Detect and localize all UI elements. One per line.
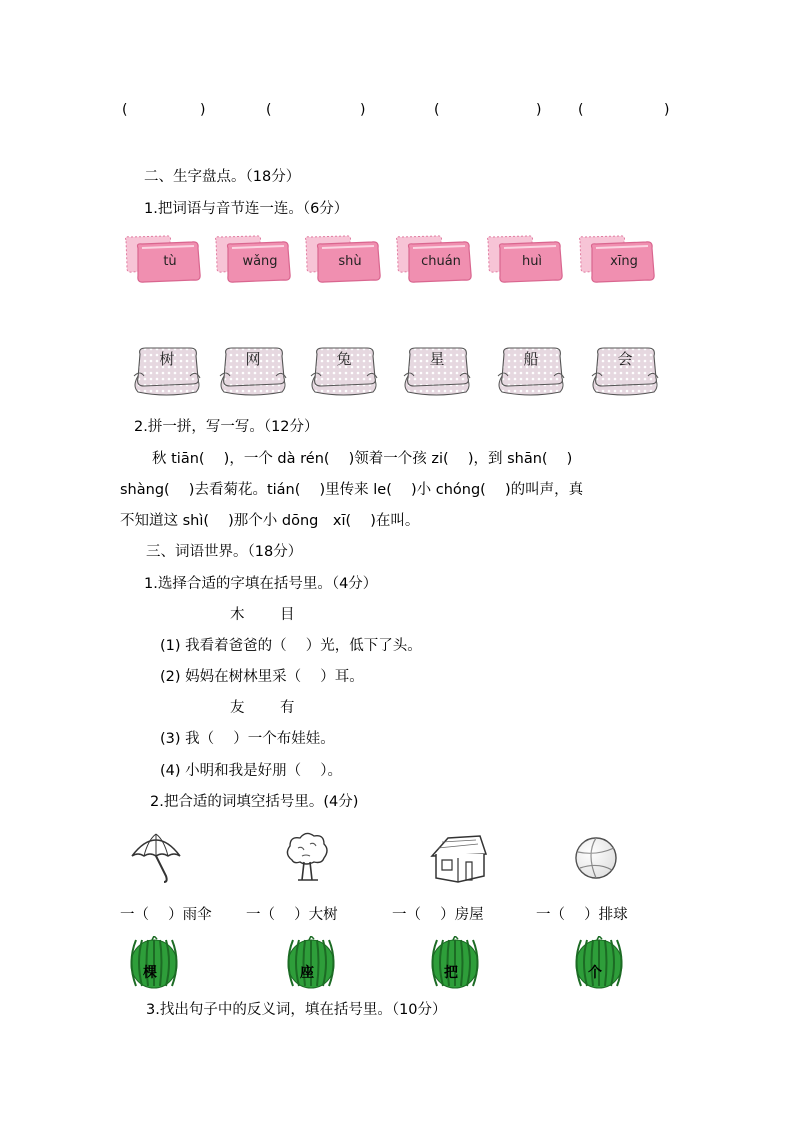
paren-close: ) [536,102,542,118]
cushion-character: 船 [523,350,539,368]
cushion-character: 兔 [336,350,352,368]
paren-open: ( [578,102,584,118]
watermelon-card [287,936,339,988]
cushion-character: 网 [245,350,261,368]
pinyin-label: tù [163,254,177,269]
section3-q1: 1.选择合适的字填在括号里。（4分） [144,576,378,592]
fill-house: 一（ ）房屋 [392,907,484,923]
pinyin-pillow [576,234,648,286]
character-cushion [588,346,662,394]
paren-open: ( [266,102,272,118]
q2-line-3: 不知道这 shì( )那个小 dōng xī( )在叫。 [120,513,420,529]
character-cushion [130,346,204,394]
char-choice-2: 目 [280,607,295,623]
sentence-3: (3) 我（ ）一个布娃娃。 [160,731,335,747]
top-paren-row [120,102,680,122]
char-choice-4: 有 [280,700,295,716]
pinyin-label: huì [521,254,543,269]
sentence-2: (2) 妈妈在树林里采（ ）耳。 [160,669,364,685]
q2-line-1: 秋 tiān( )，一个 dà rén( )领着一个孩 zi( )，到 shān( ) [152,451,573,467]
paren-open: ( [434,102,440,118]
pinyin-label: xīng [610,254,638,269]
fill-tree: 一（ ）大树 [246,907,338,923]
watermelon-character: 棵 [143,965,157,981]
cushion-character: 星 [429,350,445,368]
pinyin-pillow [122,234,194,286]
watermelon-card [431,936,483,988]
character-cushion [307,346,381,394]
char-choice-1: 木 [230,607,245,623]
pinyin-pillow [393,234,465,286]
paren-close: ) [360,102,366,118]
pinyin-label: shù [338,254,362,269]
section2-q1: 1.把词语与音节连一连。（6分） [144,201,349,217]
watermelon-character: 座 [300,965,314,981]
character-cushion [216,346,290,394]
section3-q3: 3.找出句子中的反义词，填在括号里。（10分） [146,1002,447,1018]
character-cushion [494,346,568,394]
cushion-character: 会 [617,350,633,368]
pinyin-pillow [484,234,556,286]
volleyball-icon [572,834,632,890]
character-cushion [400,346,474,394]
watermelon-character: 把 [444,965,458,981]
pinyin-label: wǎng [242,254,278,269]
section2-q2: 2.拼一拼，写一写。（12分） [134,419,319,435]
sentence-4: (4) 小明和我是好朋（ ）。 [160,763,343,779]
section3-title: 三、词语世界。（18分） [146,544,303,560]
fill-umbrella: 一（ ）雨伞 [120,907,212,923]
paren-close: ) [200,102,206,118]
sentence-1: (1) 我看着爸爸的（ ）光，低下了头。 [160,638,422,654]
paren-open: ( [122,102,128,118]
section3-q2: 2.把合适的词填空括号里。(4分) [150,794,359,810]
paren-close: ) [664,102,670,118]
char-choice-3: 友 [230,700,245,716]
watermelon-character: 个 [588,965,602,981]
umbrella-icon [126,830,186,886]
cushion-character: 树 [159,350,175,368]
q2-line-2: shàng( )去看菊花。tián( )里传来 le( )小 chóng( )的叫声，真 [120,482,584,498]
house-icon [428,830,488,886]
watermelon-card [575,936,627,988]
tree-icon [282,830,342,886]
section2-title: 二、生字盘点。（18分） [144,169,301,185]
watermelon-card [130,936,182,988]
pinyin-label: chuán [421,254,461,269]
fill-volleyball: 一（ ）排球 [536,907,628,923]
pinyin-pillow [212,234,284,286]
pinyin-pillow [302,234,374,286]
